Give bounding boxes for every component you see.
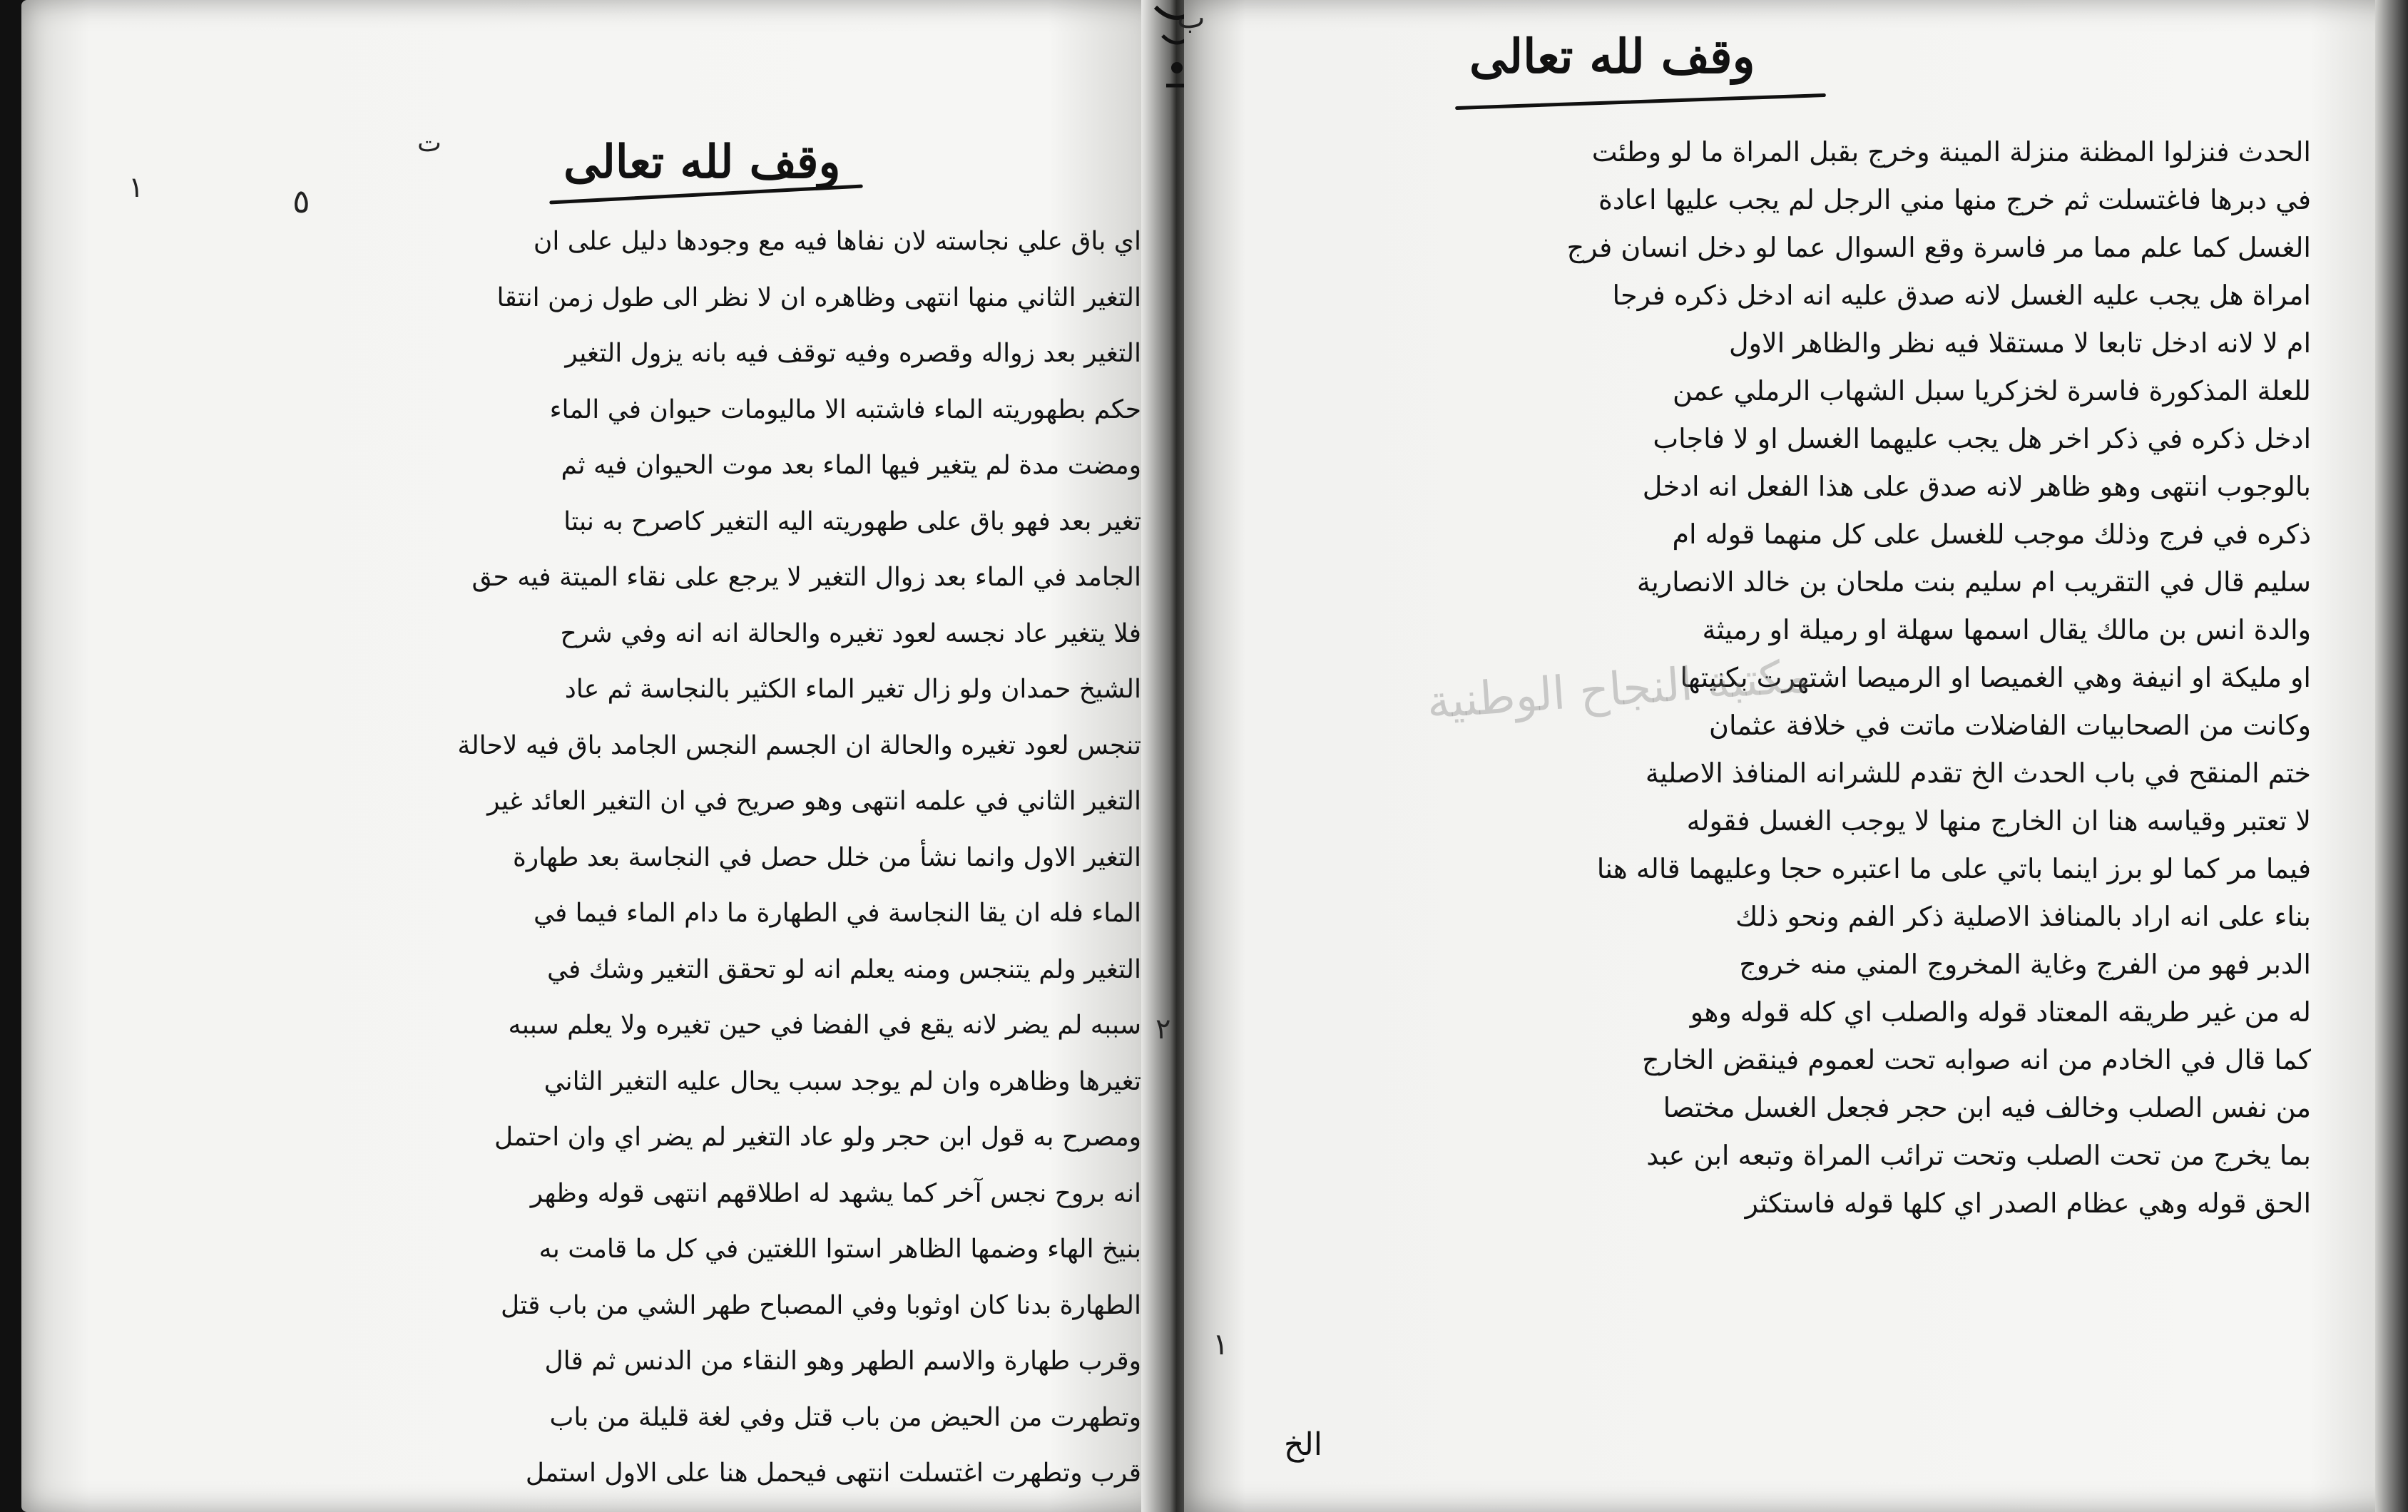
- left-margin-mark-3: ت: [417, 128, 442, 158]
- manuscript-line: وكانت من الصحابيات الفاضلات ماتت في خلافة عثمان: [1709, 710, 2311, 741]
- manuscript-line: الحق قوله وهي عظام الصدر اي كلها قوله فاستكثر: [1745, 1187, 2311, 1219]
- manuscript-line: للعلة المذكورة فاسرة لخزكريا سبل الشهاب الرملي عمن: [1672, 375, 2311, 407]
- manuscript-line: الحدث فنزلوا المظنة منزلة المينة وخرج بقبل المراة ما لو وطئت: [1591, 136, 2311, 168]
- manuscript-line: فلا يتغير عاد نجسه لعود تغيره والحالة انه انه وفي شرح: [560, 618, 1141, 648]
- right-margin-mark-3: ب: [1177, 0, 1205, 35]
- left-page-heading: وقف لله تعالى: [563, 136, 841, 189]
- manuscript-line: التغير الثاني في علمه انتهى وهو صريح في ان التغير العائد غير: [487, 787, 1141, 816]
- library-watermark: مكتبة النجاح الوطنية: [1425, 650, 1811, 730]
- manuscript-line: وقرب طهارة والاسم الطهر وهو النقاء من الدنس ثم قال: [544, 1347, 1141, 1376]
- catchword: الخ: [1284, 1426, 1323, 1463]
- manuscript-line: قرب وتطهرت اغتسلت انتهى فيحمل هنا على الاول استمل: [525, 1459, 1141, 1488]
- manuscript-line: الدبر فهو من الفرج وغاية المخروج المني منه خروج: [1739, 949, 2311, 980]
- left-page: [21, 0, 1163, 1512]
- manuscript-line: ادخل ذكره في ذكر اخر هل يجب عليهما الغسل او لا فاجاب: [1653, 423, 2311, 454]
- manuscript-line: ومصرح به قول ابن حجر ولو عاد التغير لم يضر اي وان احتمل: [494, 1123, 1141, 1152]
- right-margin-mark-1: ١: [1213, 1327, 1229, 1362]
- manuscript-line: او مليكة او انيفة وهي الغميصا او الرميصا اشتهرت بكنيتها: [1680, 662, 2311, 693]
- manuscript-line: التغير الثاني منها انتهى وظاهره ان لا نظر الى طول زمن انتقا: [496, 282, 1141, 312]
- right-page-heading: وقف لله تعالى: [1469, 29, 1755, 84]
- manuscript-line: ختم المنقح في باب الحدث الخ تقدم للشرانه المنافذ الاصلية: [1645, 757, 2311, 789]
- manuscript-line: الطهارة بدنا كان اوثوبا وفي المصباح طهر الشي من باب قتل: [501, 1290, 1141, 1320]
- manuscript-line: كما قال في الخادم من انه صوابه تحت لعموم فينقض الخارج: [1642, 1044, 2311, 1076]
- manuscript-line: له من غير طريقه المعتاد قوله والصلب اي كله قوله وهو: [1690, 996, 2311, 1028]
- manuscript-line: والدة انس بن مالك يقال اسمها سهلة او رميلة او رميثة: [1702, 614, 2311, 645]
- manuscript-line: وتطهرت من الحيض من باب قتل وفي لغة قليلة من باب: [549, 1402, 1141, 1432]
- manuscript-line: ام لا لانه ادخل تابعا لا مستقلا فيه نظر والظاهر الاول: [1729, 327, 2311, 359]
- manuscript-line: لا تعتبر وقياسه هنا ان الخارج منها لا يوجب الغسل فقوله: [1686, 805, 2311, 837]
- manuscript-line: تنجس لعود تغيره والحالة ان الجسم النجس الجامد باق فيه لاحالة: [457, 730, 1141, 760]
- manuscript-line: انه بروح نجس آخر كما يشهد له اطلاقهم انتهى قوله وظهر: [530, 1178, 1141, 1208]
- left-page-text: [357, 214, 1141, 1502]
- left-margin-mark-2: ٥: [292, 182, 310, 220]
- left-margin-mark-1: ١: [128, 171, 144, 204]
- right-heading-flourish: [1455, 93, 1826, 110]
- manuscript-line: بما يخرج من تحت الصلب وتحت ترائب المراة وتبعه ابن عبد: [1646, 1140, 2311, 1171]
- manuscript-line: ذكره في فرج وذلك موجب للغسل على كل منهما قوله ام: [1672, 519, 2311, 550]
- page-edge-shadow: [2375, 0, 2408, 1512]
- manuscript-line: في دبرها فاغتسلت ثم خرج منها مني الرجل لم يجب عليها اعادة: [1598, 184, 2311, 215]
- manuscript-line: بنيخ الهاء وضمها الظاهر استوا اللغتين في كل ما قامت به: [539, 1235, 1141, 1264]
- manuscript-line: بالوجوب انتهى وهو ظاهر لانه صدق على هذا الفعل انه ادخل: [1642, 471, 2311, 502]
- manuscript-line: الماء فله ان يقا النجاسة في الطهارة ما دام الماء فيما في: [534, 899, 1141, 928]
- manuscript-line: الجامد في الماء بعد زوال التغير لا يرجع على نقاء الميتة فيه حق: [471, 563, 1141, 592]
- manuscript-line: تغيرها وظاهره وان لم يوجد سبب يحال عليه التغير الثاني: [544, 1066, 1141, 1096]
- manuscript-line: التغير ولم يتنجس ومنه يعلم انه لو تحقق التغير وشك في: [546, 954, 1141, 984]
- manuscript-line: اي باق علي نجاسته لان نفاها فيه مع وجودها دليل على ان: [533, 227, 1141, 256]
- right-page: [1184, 0, 2408, 1512]
- manuscript-line: من نفس الصلب وخالف فيه ابن حجر فجعل الغسل مختصا: [1663, 1092, 2311, 1123]
- manuscript-line: ومضت مدة لم يتغير فيها الماء بعد موت الحيوان فيه ثم: [561, 451, 1141, 480]
- manuscript-line: سببه لم يضر لانه يقع في الفضا في حين تغيره ولا يعلم سببه: [508, 1011, 1141, 1040]
- manuscript-line: حكم بطهوريته الماء فاشتبه الا ماليومات حيوان في الماء: [549, 394, 1141, 424]
- manuscript-line: التغير بعد زواله وقصره وفيه توقف فيه بانه يزول التغير: [565, 339, 1141, 368]
- manuscript-line: سليم قال في التقريب ام سليم بنت ملحان بن خالد الانصارية: [1636, 566, 2311, 598]
- manuscript-line: التغير الاول وانما نشأ من خلل حصل في النجاسة بعد طهارة: [512, 842, 1141, 872]
- manuscript-line: الغسل كما علم مما مر فاسرة وقع السوال عما لو دخل انسان فرج: [1566, 232, 2311, 263]
- right-margin-mark-2: ٢: [1155, 1013, 1171, 1046]
- manuscript-line: الشيخ حمدان ولو زال تغير الماء الكثير بالنجاسة ثم عاد: [564, 675, 1141, 704]
- manuscript-line: بناء على انه اراد بالمنافذ الاصلية ذكر الفم ونحو ذلك: [1735, 901, 2311, 932]
- manuscript-line: امراة هل يجب عليه الغسل لانه صدق عليه انه ادخل ذكره فرجا: [1612, 280, 2311, 311]
- manuscript-line: تغير بعد فهو باق على طهوريته اليه التغير كاصرح به نبتا: [563, 506, 1141, 536]
- manuscript-line: فيما مر كما لو برز اينما باتي على ما اعتبره حجا وعليهما قاله هنا: [1596, 853, 2311, 884]
